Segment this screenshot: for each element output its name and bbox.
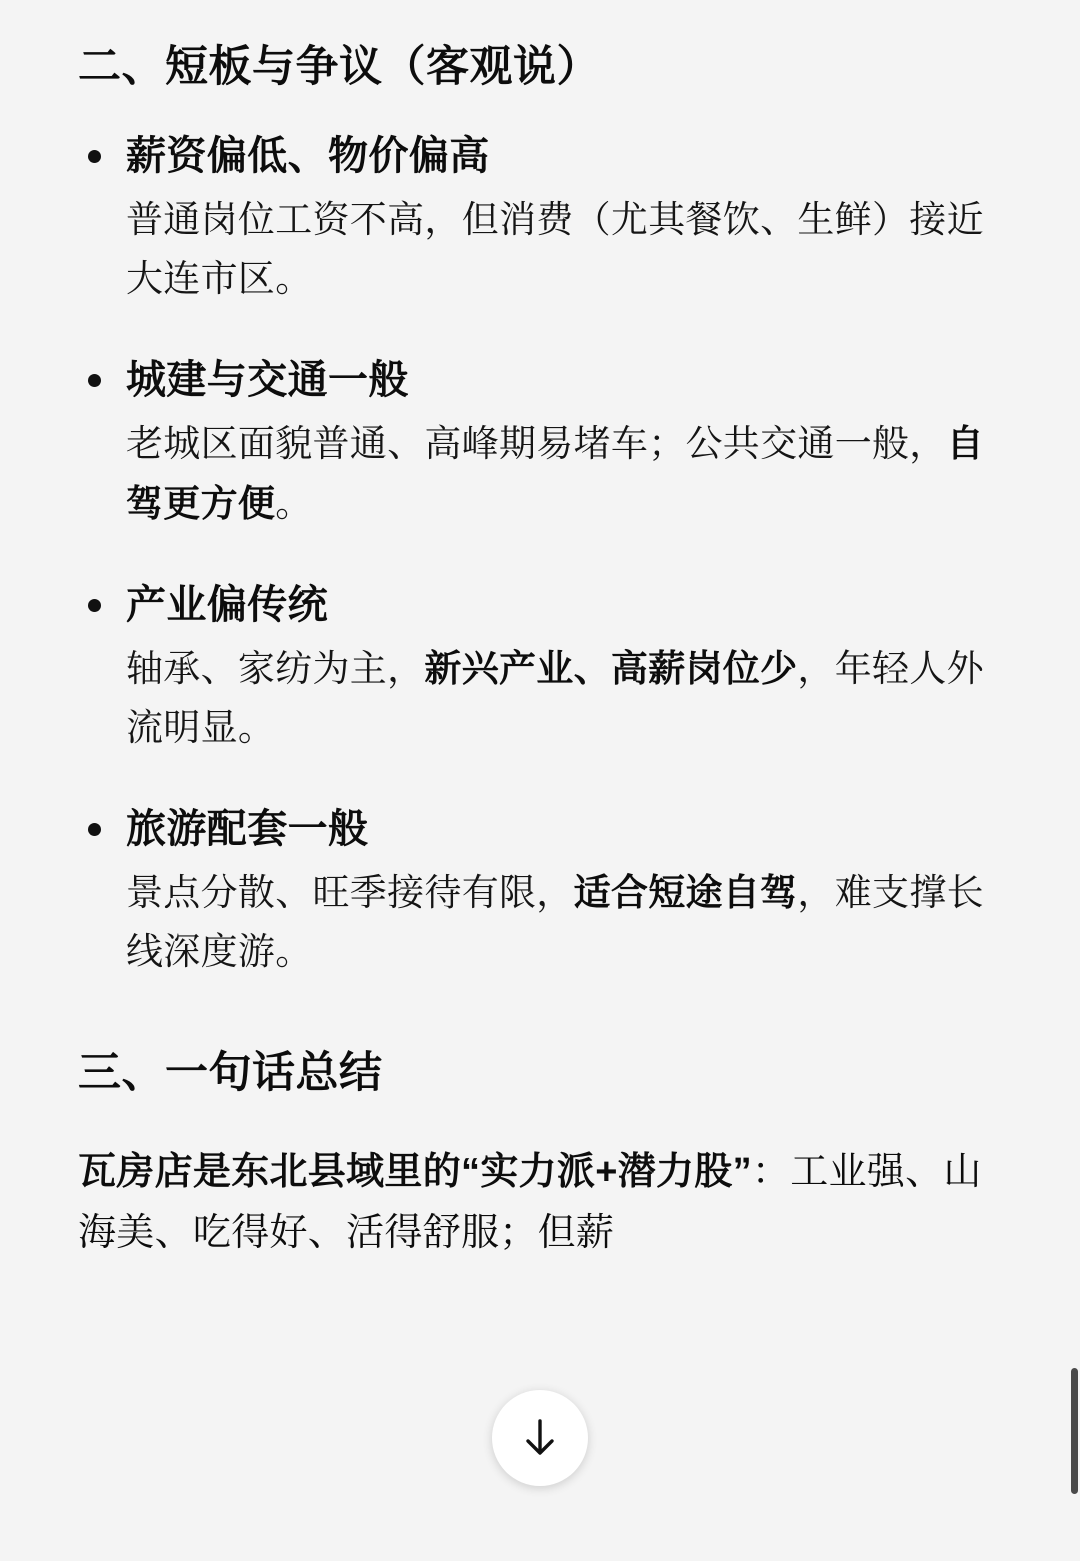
- summary-text-colon: ：: [751, 1150, 791, 1193]
- list-item-description: [126, 414, 1010, 532]
- summary-text-tail: 工业强、山海美、吃得好、活得舒服；但薪: [78, 1150, 982, 1255]
- desc-text-plain: 普通岗位工资不高，但消费（尤其餐饮、生鲜）接近大连市区。: [126, 199, 984, 300]
- desc-text-plain: 景点分散、旺季接待有限，: [126, 872, 574, 914]
- list-item: [78, 354, 1010, 532]
- desc-text-emphasis: 自驾更方便: [126, 423, 984, 524]
- bullet-dot-icon: [88, 374, 101, 387]
- list-item-title: 旅游配套一般: [126, 807, 369, 852]
- desc-text-plain: ，年轻人外流明显。: [126, 647, 984, 748]
- summary-text-1: 瓦房店是东北县域里的: [78, 1150, 462, 1193]
- desc-text-plain: 。: [275, 482, 313, 524]
- summary-text-quote: “实力派+潜力股”: [461, 1150, 752, 1193]
- list-item-title: 薪资偏低、物价偏高: [126, 134, 490, 179]
- drawbacks-list: [78, 130, 1010, 982]
- bullet-dot-icon: [88, 150, 101, 163]
- desc-text-plain: 轴承、家纺为主，: [126, 647, 425, 689]
- list-item-title: 城建与交通一般: [126, 358, 409, 403]
- list-item-description: [126, 863, 1010, 981]
- summary-heading: 三、一句话总结: [78, 1048, 383, 1097]
- page-title: 二、短板与争议（客观说）: [78, 43, 600, 91]
- bullet-dot-icon: [88, 599, 101, 612]
- list-item: [78, 803, 1010, 981]
- bottom-fade: [0, 1545, 1080, 1561]
- list-item-description: [126, 639, 1010, 757]
- arrow-down-icon: [520, 1416, 560, 1460]
- scroll-to-bottom-button[interactable]: [492, 1390, 588, 1486]
- scrollbar-thumb[interactable]: [1071, 1368, 1078, 1494]
- desc-text-emphasis: 适合短途自驾: [573, 872, 798, 914]
- desc-text-plain: ，难支撑长线深度游。: [126, 872, 984, 973]
- bullet-dot-icon: [88, 823, 101, 836]
- list-item-description: [126, 190, 1010, 308]
- list-item-title: 产业偏传统: [126, 582, 328, 627]
- summary-paragraph: [78, 1142, 1010, 1265]
- desc-text-plain: 老城区面貌普通、高峰期易堵车；公共交通一般，: [126, 423, 947, 465]
- desc-text-emphasis: 新兴产业、高薪岗位少: [424, 647, 798, 689]
- scrollbar[interactable]: [1071, 0, 1080, 1561]
- list-item: [78, 579, 1010, 757]
- list-item: [78, 130, 1010, 308]
